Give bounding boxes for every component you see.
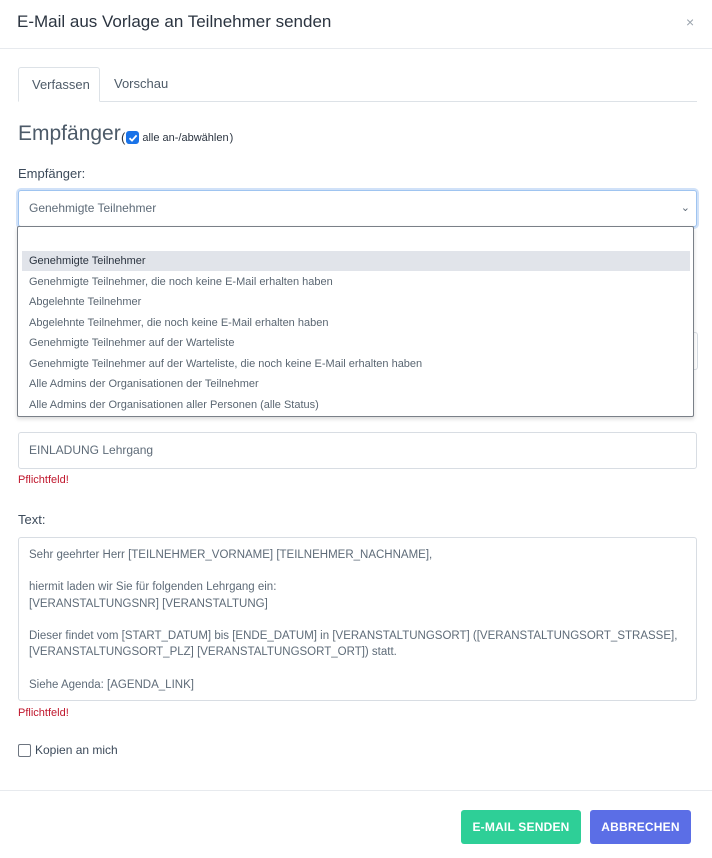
dropdown-option[interactable]: Genehmigte Teilnehmer: [22, 251, 690, 271]
copy-to-me[interactable]: [18, 743, 118, 757]
dropdown-option[interactable]: Genehmigte Teilnehmer auf der Warteliste: [29, 337, 235, 349]
text-line: [VERANSTALTUNGSNR] [VERANSTALTUNG]: [29, 597, 268, 610]
text-line: hiermit laden wir Sie für folgenden Lehrgang ein:: [29, 581, 277, 594]
text-error: Pflichtfeld!: [18, 707, 69, 719]
section-title: Empfänger: [18, 122, 121, 145]
paren-close: ): [229, 131, 234, 144]
tab-bar: [18, 67, 697, 102]
chevron-down-icon: ⌄: [680, 202, 690, 214]
header-divider: [0, 48, 712, 49]
text-line: [VERANSTALTUNGSORT_PLZ] [VERANSTALTUNGSORT_ORT]) statt.: [29, 646, 397, 659]
dropdown-option[interactable]: Abgelehnte Teilnehmer, die noch keine E-Mail erhalten haben: [29, 316, 329, 329]
toggle-all-label: alle an-/abwählen: [142, 131, 229, 144]
dropdown-option[interactable]: Abgelehnte Teilnehmer: [29, 296, 142, 308]
text-area[interactable]: [18, 537, 697, 701]
dropdown-option[interactable]: Alle Admins der Organisationen aller Personen (alle Status): [29, 398, 319, 411]
send-email-button[interactable]: E-MAIL SENDEN: [461, 810, 581, 844]
text-line: [29, 612, 686, 628]
text-line: Siehe Agenda: [AGENDA_LINK]: [29, 678, 194, 691]
copy-to-me-checkbox[interactable]: [18, 744, 31, 757]
recipient-select[interactable]: [18, 190, 697, 227]
toggle-all-checkbox[interactable]: [126, 131, 139, 144]
toggle-all[interactable]: [121, 130, 234, 145]
dropdown-option[interactable]: Genehmigte Teilnehmer, die noch keine E-Mail erhalten haben: [29, 275, 333, 288]
tab-vorschau[interactable]: Vorschau: [114, 76, 169, 91]
text-label: Text:: [18, 512, 46, 527]
cancel-button[interactable]: ABBRECHEN: [590, 810, 691, 844]
tab-verfassen[interactable]: Verfassen: [18, 67, 100, 102]
text-line: [29, 563, 686, 579]
footer-divider: [0, 790, 712, 791]
check-icon: [128, 133, 138, 143]
dropdown-option[interactable]: Alle Admins der Organisationen der Teilnehmer: [29, 378, 259, 390]
recipient-label: Empfänger:: [18, 166, 86, 181]
close-icon[interactable]: ×: [686, 14, 695, 30]
recipient-select-value: Genehmigte Teilnehmer: [29, 201, 157, 215]
dropdown-option[interactable]: Genehmigte Teilnehmer auf der Warteliste, die noch keine E-Mail erhalten haben: [29, 357, 423, 370]
text-line: [29, 660, 686, 676]
text-line: Dieser findet vom [START_DATUM] bis [ENDE_DATUM] in [VERANSTALTUNGSORT] ([VERANSTALTUNGSORT_STRASSE],: [29, 630, 678, 643]
paren-open: (: [121, 130, 126, 145]
text-line: Sehr geehrter Herr [TEILNEHMER_VORNAME] [TEILNEHMER_NACHNAME],: [29, 549, 433, 561]
subject-input[interactable]: EINLADUNG Lehrgang: [18, 432, 697, 469]
copy-to-me-label: Kopien an mich: [35, 743, 118, 757]
subject-error: Pflichtfeld!: [18, 474, 69, 486]
recipient-dropdown: [17, 226, 694, 417]
modal-title: E-Mail aus Vorlage an Teilnehmer senden: [17, 12, 332, 31]
